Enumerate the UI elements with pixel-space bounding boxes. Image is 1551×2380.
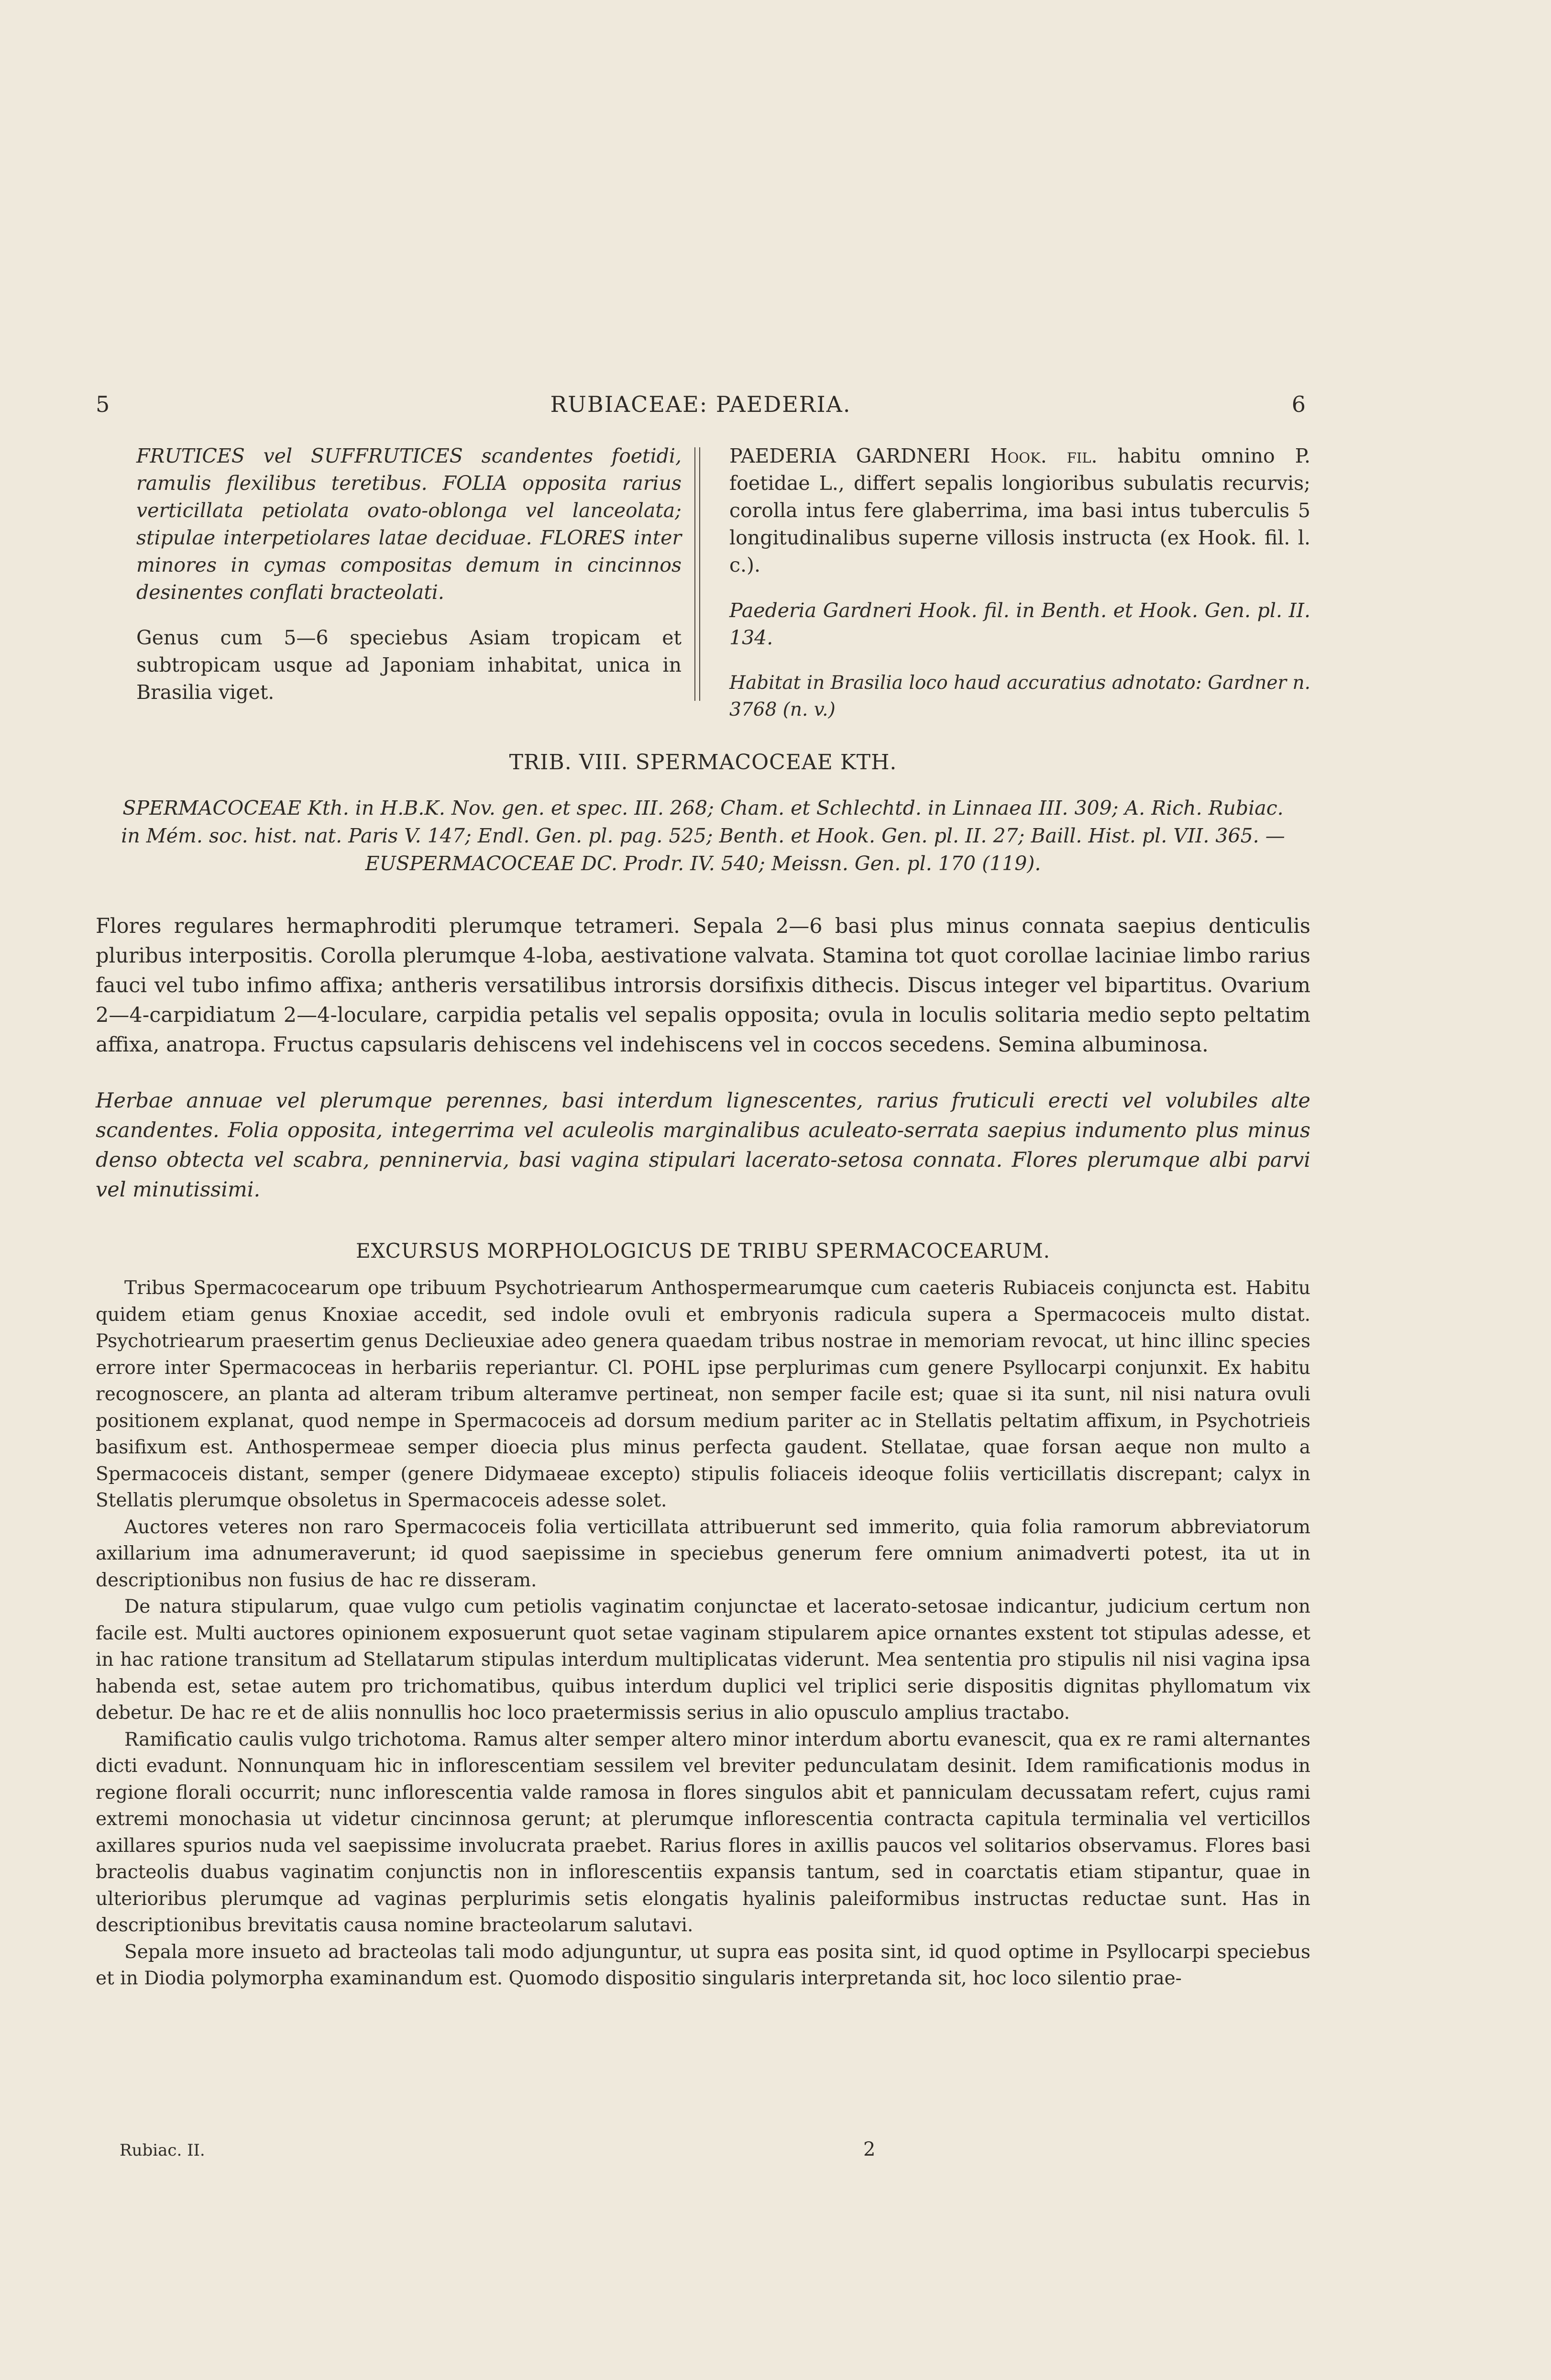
excursus-paragraph: Ramificatio caulis vulgo trichotoma. Ramus alter semper altero minor interdum abortu evanescit, qua ex re rami alternantes dicti evadunt. Nonnunquam hic in inflorescentiam sessilem vel breviter pedunculatam desinit. Idem ramificationis modus in regione florali occurrit; nunc inflorescentia valde ramosa in flores singulos abit et panniculam decussatam refert, cujus rami extremi monochasia ut videtur cincinnosa gerunt; at plerumque inflorescentia contracta capitula terminalia vel verticillos axillares spurios nuda vel saepissime involucrata praebet. Rarius flores in axillis paucos vel solitarios observamus. Flores basi bracteolis duabus vaginatim conjunctis non in inflorescentiis expansis tantum, sed in coarctatis etiam stipantur, quae in ulterioribus plerumque ad vaginas perplurimis setis elongatis hyalinis paleiformibus instructas reductae sunt. Has in descriptionibus brevitatis causa nomine bracteolarum salutavi. [96,1728,1310,1936]
species-text: habitu omnino P. foetidae L., differt sepalis longioribus subulatis recurvis; corolla intus fere glaberrima, ima basi intus tuberculis 5 longitudinalibus superne villosis instructa (ex Hook. fil. l. c.). [729,444,1310,576]
running-head [96,391,1306,420]
footer-volume: Rubiac. II. [120,2141,205,2160]
page-number-right: 6 [1291,391,1306,417]
excursus-paragraph: De natura stipularum, quae vulgo cum petiolis vaginatim conjunctae et lacerato-setosae indicantur, judicium certum non facile est. Multi auctores opinionem exposuerunt quot setae vaginam stipularem apice ornantes exstent tot stipulas adesse, et in hac ratione transitum ad Stellatarum stipulas interdum multiplicatas viderunt. Mea sententia pro stipulis nil nisi vagina ipsa habenda est, setae autem pro trichomatibus, quibus interdum duplici vel triplici serie dispositis dignitas phyllomatum vix debetur. De hac re et de aliis nonnullis hoc loco praetermissis serius in alio opusculo amplius tractabo. [96,1596,1310,1724]
species-author: Hook. fil. [990,444,1098,467]
left-column [136,443,682,706]
running-title: RUBIACEAE: PAEDERIA. [550,391,851,417]
excursus-paragraph: Auctores veteres non raro Spermacoceis folia verticillata attribuerunt sed immerito, quia folia ramorum abbreviatorum axillarium ima adnumeraverunt; id quod saepissime in speciebus generum fere omnium animadverti potest, ita ut in descriptionibus non fusius de hac re disseram. [96,1516,1310,1591]
genus-distribution: Genus cum 5—6 speciebus Asiam tropicam et subtropicam usque ad Japoniam inhabitat, unica in Brasilia viget. [136,626,682,704]
tribe-description: Flores regulares hermaphroditi plerumque tetrameri. Sepala 2—6 basi plus minus connata saepius denticulis pluribus interpositis. Corolla plerumque 4-loba, aestivatione valvata. Stamina tot quot corollae laciniae limbo rarius fauci vel tubo infimo affixa; antheris versatilibus introrsis dorsifixis dithecis. Discus integer vel bipartitus. Ovarium 2—4-carpidiatum 2—4-loculare, carpidia petalis vel sepalis opposita; ovula in loculis solitaria medio septo peltatim affixa, anatropa. Fructus capsularis dehiscens vel indehiscens vel in coccos secedens. Semina albuminosa. [96,914,1310,1057]
species-citation: Paederia Gardneri Hook. fil. in Benth. et Hook. Gen. pl. II. 134. [729,599,1310,649]
genus-description: FRUTICES vel SUFFRUTICES scandentes foetidi, ramulis flexilibus teretibus. FOLIA opposita rarius verticillata petiolata ovato-oblonga vel lanceolata; stipulae interpetiolares latae deciduae. FLORES inter minores in cymas compositas demum in cincinnos desinentes conflati bracteolati. [136,444,682,604]
tribe-heading: TRIB. VIII. SPERMACOCEAE KTH. [509,750,897,775]
species-habitat: Habitat in Brasilia loco haud accuratius adnotato: Gardner n. 3768 (n. v.) [729,672,1310,720]
excursus-paragraph: Tribus Spermacocearum ope tribuum Psychotriearum Anthospermearumque cum caeteris Rubiaceis conjuncta est. Habitu quidem etiam genus Knoxiae accedit, sed indole ovuli et embryonis radicula supera a Spermacoceis multo distat. Psychotriearum praesertim genus Declieuxiae adeo genera quaedam tribus nostrae in memoriam revocat, ut hinc illinc species errore inter Spermacoceas in herbariis reperiantur. Cl. POHL ipse perplurimas cum genere Psyllocarpi conjunxit. Ex habitu recognoscere, an planta ad alteram tribum alteramve pertineat, non semper facile est; quae si ita sunt, nil nisi natura ovuli positionem explanat, quod nempe in Spermacoceis ad dorsum medium pariter ac in Stellatis peltatim affixum, in Psychotrieis basifixum est. Anthospermeae semper dioecia plus minus perfecta gaudent. Stellatae, quae forsan aeque non multo a Spermacoceis distant, semper (genere Didymaeae excepto) stipulis foliaceis ideoque foliis verticillatis discrepant; calyx in Stellatis plerumque obsoletus in Spermacoceis adesse solet. [96,1277,1310,1511]
tribe-synonymy: SPERMACOCEAE Kth. in H.B.K. Nov. gen. et spec. III. 268; Cham. et Schlechtd. in Linnaea III. 309; A. Rich. Rubiac. in Mém. soc. hist. nat. Paris V. 147; Endl. Gen. pl. pag. 525; Benth. et Hook. Gen. pl. II. 27; Baill. Hist. pl. VII. 365. — EUSPERMACOCEAE DC. Prodr. IV. 540; Meissn. Gen. pl. 170 (119). [121,797,1285,875]
column-divider-right [699,447,700,701]
excursus-heading: EXCURSUS MORPHOLOGICUS DE TRIBU SPERMACOCEARUM. [355,1239,1050,1262]
tribe-habit: Herbae annuae vel plerumque perennes, basi interdum lignescentes, rarius fruticuli erecti vel volubiles alte scandentes. Folia opposita, integerrima vel aculeolis marginalibus aculeato-serrata saepius indumento plus minus denso obtecta vel scabra, penninervia, basi vagina stipulari lacerato-setosa connata. Flores plerumque albi parvi vel minutissimi. [96,1089,1310,1202]
page-number-left: 5 [96,391,110,417]
right-column [729,443,1310,723]
column-divider-left [694,447,695,701]
footer-signature: 2 [863,2138,876,2160]
species-entry [729,443,1310,579]
excursus-paragraph: Sepala more insueto ad bracteolas tali modo adjunguntur, ut supra eas posita sint, id quod optime in Psyllocarpi speciebus et in Diodia polymorpha examinandum est. Quomodo dispositio singularis interpretanda sit, hoc loco silentio prae- [96,1941,1310,1989]
excursus-body [96,1275,1310,1992]
species-heading: PAEDERIA GARDNERI [729,444,970,467]
